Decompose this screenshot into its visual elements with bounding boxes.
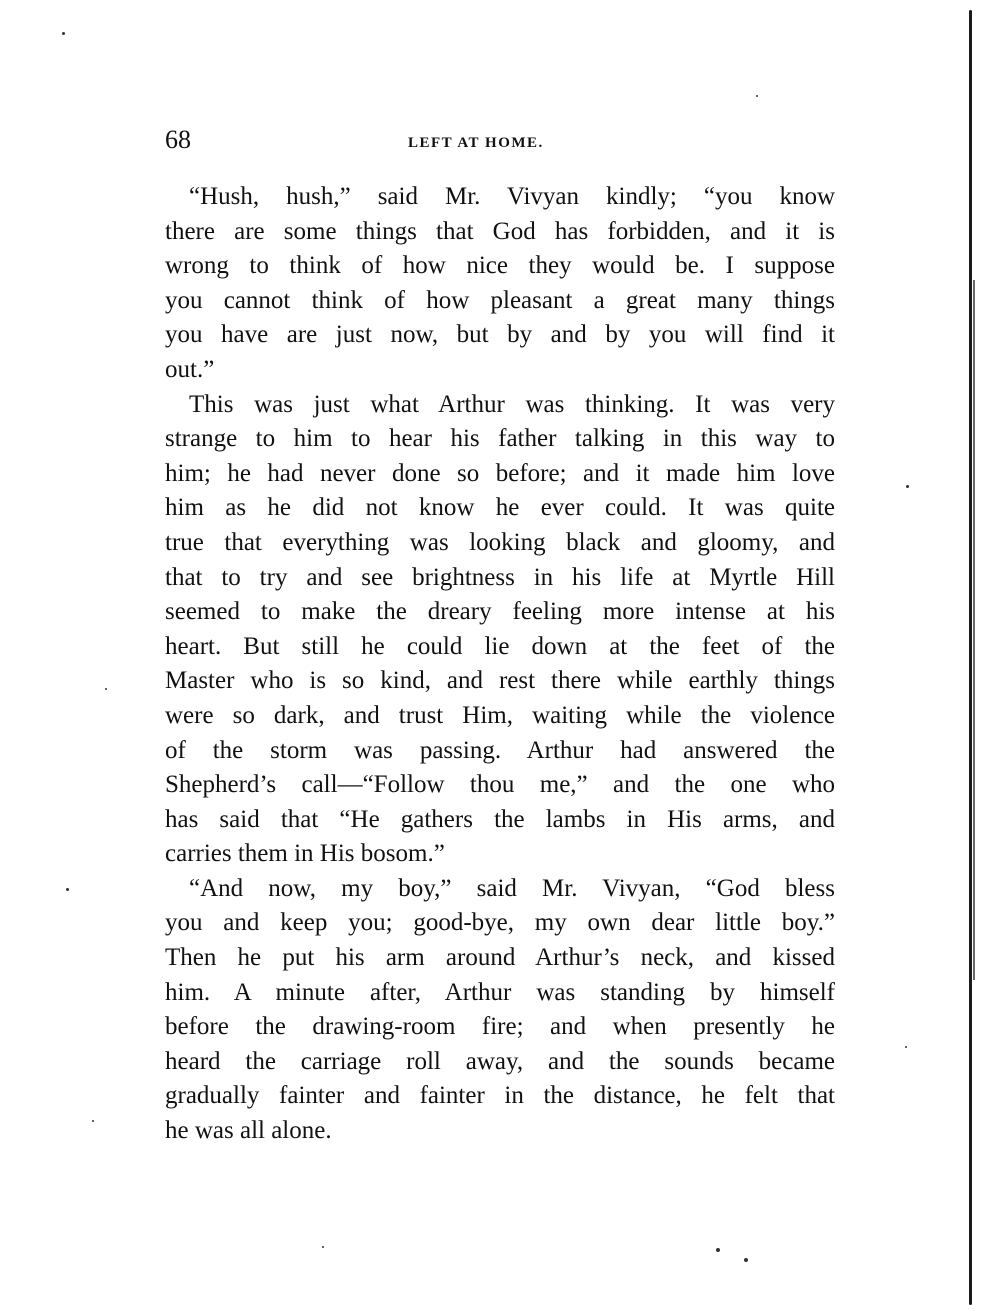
text-line: before the drawing-room fire; and when presently he (165, 1013, 835, 1041)
text-line: This was just what Arthur was thinking. It was very (189, 390, 835, 418)
text-line: that to try and see brightness in his life at Myrtle Hill (165, 563, 835, 591)
text-line: seemed to make the dreary feeling more intense at his (165, 598, 835, 626)
text-line: him as he did not know he ever could. It was quite (165, 494, 835, 522)
text-line: “And now, my boy,” said Mr. Vivyan, “God bless (189, 874, 835, 902)
text-line: him; he had never done so before; and it made him love (165, 459, 835, 487)
text-line: Master who is so kind, and rest there while earthly things (165, 667, 835, 695)
text-line: has said that “He gathers the lambs in His arms, and (165, 805, 835, 833)
text-line: you and keep you; good-bye, my own dear little boy.” (165, 909, 835, 937)
text-line: strange to him to hear his father talking in this way to (165, 425, 835, 453)
scan-speck (92, 1120, 94, 1122)
text-line: he was all alone. (165, 1117, 332, 1145)
text-line: Then he put his arm around Arthur’s neck, and kissed (165, 944, 835, 972)
text-line: Shepherd’s call—“Follow thou me,” and the one who (165, 771, 835, 799)
page-number: 68 (165, 125, 191, 154)
text-line: there are some things that God has forbidden, and it is (165, 217, 835, 245)
scan-speck (66, 888, 69, 891)
text-line: you have are just now, but by and by you will find it (165, 321, 835, 349)
scan-speck (744, 1258, 748, 1262)
scan-speck (905, 1046, 907, 1048)
scan-speck (62, 32, 65, 35)
scan-speck (105, 688, 107, 690)
text-line: gradually fainter and fainter in the distance, he felt that (165, 1082, 835, 1110)
text-line: of the storm was passing. Arthur had answered the (165, 736, 835, 764)
page-binding-shadow (973, 280, 975, 980)
scan-speck (906, 485, 909, 488)
text-line: him. A minute after, Arthur was standing by himself (165, 978, 835, 1006)
text-line: “Hush, hush,” said Mr. Vivyan kindly; “you know (189, 183, 835, 210)
text-line: out.” (165, 355, 215, 383)
page-binding-edge (969, 10, 972, 1305)
text-line: were so dark, and trust Him, waiting while the violence (165, 701, 835, 729)
text-line: you cannot think of how pleasant a great many things (165, 286, 835, 314)
text-line: heard the carriage roll away, and the sounds became (165, 1047, 835, 1075)
text-line: true that everything was looking black and gloomy, and (165, 528, 835, 556)
scan-speck (322, 1246, 324, 1248)
running-title: LEFT AT HOME. (408, 135, 544, 151)
page-header (165, 122, 835, 162)
scan-speck (756, 95, 758, 97)
scan-speck (716, 1248, 720, 1252)
text-line: wrong to think of how nice they would be. I suppose (165, 252, 835, 280)
text-line: heart. But still he could lie down at the feet of the (165, 632, 835, 660)
body-text (165, 180, 835, 1149)
text-line: carries them in His bosom.” (165, 840, 445, 868)
